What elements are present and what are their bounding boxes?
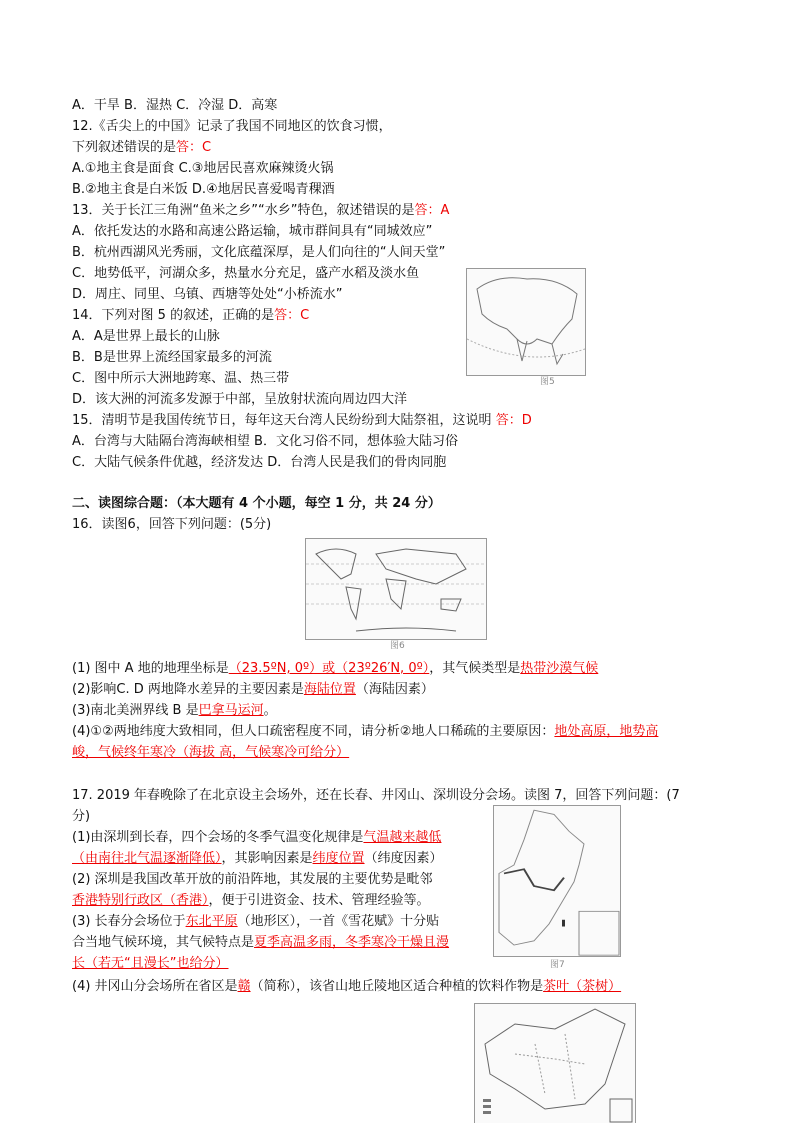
- q16-part-4: [72, 723, 658, 741]
- figure-6-caption: 图6: [390, 641, 405, 651]
- q17-p4-answer-province: 赣: [237, 979, 251, 994]
- china-east-map-icon: [494, 806, 620, 956]
- q17-part-4: [72, 978, 621, 996]
- q17-p3-text-2: （地形区），一首《雪花赋》十分贴: [237, 914, 440, 929]
- q14-answer: 答：C: [274, 308, 310, 323]
- q13-option-a: A．依托发达的水路和高速公路运输，城市群间具有“同城效应”: [72, 224, 433, 239]
- q16-p1-text: (1) 图中 A 地的地理坐标是: [72, 661, 229, 676]
- q15-options-ab: A．台湾与大陆隔台湾海峡相望 B．文化习俗不同，想体验大陆习俗: [72, 434, 458, 449]
- q16-p1-answer-coordinates: （23.5ºN, 0º）或（23º26′N, 0º）: [228, 661, 430, 676]
- q16-part-1: [72, 660, 598, 678]
- q17-p4-text: (4) 井冈山分会场所在省区是: [72, 979, 238, 994]
- q17-p2-answer: 香港特别行政区（香港）: [72, 893, 209, 908]
- q13-option-b: B．杭州西湖风光秀丽，文化底蕴深厚，是人们向往的“人间天堂”: [72, 245, 446, 260]
- q16-p3-answer: 巴拿马运河: [198, 703, 264, 718]
- q17-part-1-cont: [72, 850, 443, 868]
- q15-options-cd: C．大陆气候条件优越，经济发达 D．台湾人民是我们的骨肉同胞: [72, 455, 447, 470]
- q17-part-2-cont: [72, 892, 430, 910]
- q16-p2-text: (2)影响C. D 两地降水差异的主要因素是: [72, 682, 304, 697]
- q17-stem-2: 分): [72, 809, 91, 824]
- q13-option-d: D．周庄、同里、乌镇、西塘等处处“小桥流水”: [72, 287, 343, 302]
- q16-part-4-cont: [72, 744, 349, 762]
- q16-p1-answer-climate: 热带沙漠气候: [520, 661, 599, 676]
- q17-p1-answer: 气温越来越低: [363, 830, 442, 845]
- q12-options-1: A.①地主食是面食 C.③地居民喜欢麻辣烫火锅: [72, 161, 334, 176]
- asia-map-icon: [467, 269, 585, 375]
- q15-answer: 答：D: [495, 413, 532, 428]
- q15-stem-text: 15．清明节是我国传统节日，每年这天台湾人民纷纷到大陆祭祖，这说明: [72, 413, 496, 428]
- q12-stem: 12.《舌尖上的中国》记录了我国不同地区的饮食习惯，: [72, 119, 392, 134]
- q16-part-2: [72, 681, 434, 699]
- q17-part-2: (2) 深圳是我国改革开放的前沿阵地，其发展的主要优势是毗邻: [72, 872, 433, 887]
- q16-p4-answer-2: 峻，气候终年寒冷（海拔 高，气候寒冷可给分）: [72, 745, 350, 760]
- q13-option-c: C．地势低平，河湖众多，热量水分充足，盛产水稻及淡水鱼: [72, 266, 420, 281]
- q17-p1-note: （纬度因素）: [364, 851, 443, 866]
- q17-p4-text-2: （简称），该省山地丘陵地区适合种植的饮料作物是: [250, 979, 544, 994]
- q17-p2-text: ，便于引进资金、技术、管理经验等。: [208, 893, 430, 908]
- figure-5-asia-map: [466, 268, 586, 376]
- q12-options-2: B.②地主食是白米饭 D.④地居民喜爱喝青稞酒: [72, 182, 335, 197]
- figure-7-china-east-map: [493, 805, 621, 957]
- china-map-figure: [474, 1003, 636, 1123]
- figure-5-caption: 图5: [540, 377, 555, 387]
- q16-p2-note: （海陆因素）: [355, 682, 434, 697]
- q16-p3-text: (3)南北美洲界线 B 是: [72, 703, 199, 718]
- q13-stem-text: 13．关于长江三角洲“鱼米之乡”“水乡”特色，叙述错误的是: [72, 203, 415, 218]
- q17-part-3-cont-2: [72, 955, 228, 973]
- q14-stem-text: 14．下列对图 5 的叙述，正确的是: [72, 308, 275, 323]
- q17-p1-answer-2: （由南往北气温逐渐降低）: [72, 851, 222, 866]
- q17-p1-answer-factor: 纬度位置: [312, 851, 365, 866]
- q17-p3-text-3: 合当地气候环境，其气候特点是: [72, 935, 255, 950]
- q12-answer: 答：C: [176, 140, 212, 155]
- figure-7-caption: 图7: [550, 960, 565, 970]
- q17-p4-answer-crop: 茶叶（茶树）: [543, 979, 622, 994]
- q12-stem-text: 下列叙述错误的是: [72, 140, 177, 155]
- q14-option-b: B．B是世界上流经国家最多的河流: [72, 350, 272, 365]
- q12-stem-2: [72, 139, 211, 157]
- q11-options: A．干旱 B．湿热 C．冷湿 D．高寒: [72, 98, 278, 113]
- q14-option-a: A．A是世界上最长的山脉: [72, 329, 220, 344]
- q17-p1-text-2: ，其影响因素是: [221, 851, 313, 866]
- q13-answer: 答：A: [414, 203, 450, 218]
- q15-stem: [72, 412, 532, 430]
- world-map-icon: [306, 539, 486, 639]
- q16-p4-answer: 地处高原，地势高: [554, 724, 659, 739]
- china-map-icon: [475, 1004, 635, 1123]
- q17-part-3-cont: [72, 934, 449, 952]
- q17-part-1: [72, 829, 441, 847]
- q17-p3-text: (3) 长春分会场位于: [72, 914, 186, 929]
- q14-stem: [72, 307, 309, 325]
- q16-part-3: [72, 702, 277, 720]
- q14-option-d: D．该大洲的河流多发源于中部，呈放射状流向周边四大洋: [72, 392, 408, 407]
- q16-p3-end: 。: [263, 703, 277, 718]
- q17-p3-answer-climate-2: 长（若无“且漫长”也给分）: [72, 956, 229, 971]
- q16-stem: 16．读图6，回答下列问题：(5分): [72, 517, 272, 532]
- q14-option-c: C．图中所示大洲地跨寒、温、热三带: [72, 371, 290, 386]
- q17-part-3: [72, 913, 439, 931]
- q17-stem: 17. 2019 年春晚除了在北京设主会场外，还在长春、井冈山、深圳设分会场。读图 7，回答下列问题：(7: [72, 788, 680, 803]
- q16-p1-text-2: ，其气候类型是: [429, 661, 521, 676]
- q16-p4-text: (4)①②两地纬度大致相同，但人口疏密程度不同，请分析②地人口稀疏的主要原因：: [72, 724, 555, 739]
- q17-p1-text: (1)由深圳到长春，四个会场的冬季气温变化规律是: [72, 830, 364, 845]
- figure-6-world-map: [305, 538, 487, 640]
- q17-p3-answer-climate: 夏季高温多雨，冬季寒冷干燥且漫: [254, 935, 450, 950]
- q17-p3-answer-landform: 东北平原: [185, 914, 238, 929]
- q16-p2-answer: 海陆位置: [303, 682, 356, 697]
- section-2-title: 二、读图综合题：（本大题有 4 个小题，每空 1 分，共 24 分）: [72, 496, 441, 511]
- q13-stem: [72, 202, 449, 220]
